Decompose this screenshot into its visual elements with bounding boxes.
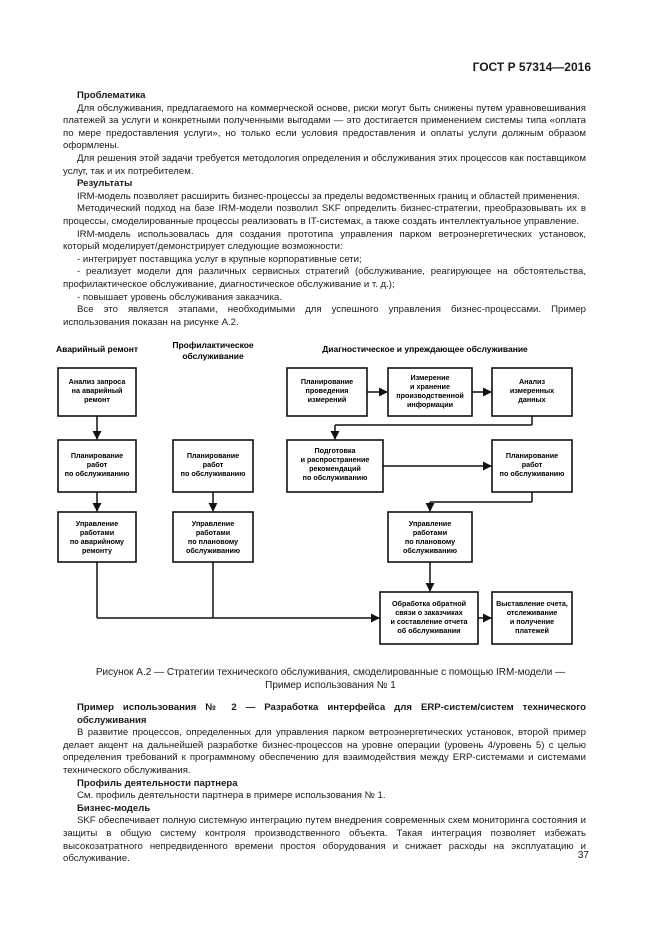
list-item: - повышает уровень обслуживания заказчика.	[77, 291, 282, 303]
box-line: Планирование	[300, 377, 354, 386]
box-line: работ	[86, 460, 108, 469]
box-line: Управление	[75, 519, 119, 528]
box-planning-preventive	[173, 440, 253, 492]
box-line: измерений	[307, 395, 347, 404]
box-feedback-report	[380, 592, 478, 644]
box-line: по плановому	[404, 537, 456, 546]
column-title-preventive: Профилактическое	[172, 340, 254, 350]
box-line: рекомендаций	[309, 464, 361, 473]
box-planning-diagnostic	[492, 440, 572, 492]
paragraph: См. профиль деятельности партнера в примере использования № 1.	[77, 790, 386, 802]
box-line: по обслуживанию	[499, 469, 565, 478]
caption-line: Рисунок А.2 — Стратегии технического обслуживания, смоделированные с помощью IRM-модели —	[95, 667, 566, 678]
box-line: информации	[406, 400, 454, 409]
caption-line: Пример использования № 1	[265, 680, 396, 691]
box-line: платежей	[515, 626, 549, 635]
paragraph: Для решения этой задачи требуется методология определения и обслуживания этих процессов как поставщиком услуг, так и их потребителем.	[63, 152, 586, 177]
box-line: связи о заказчиках	[395, 608, 463, 617]
standard-number: ГОСТ Р 57314—2016	[472, 60, 591, 74]
box-line: по плановому	[187, 537, 239, 546]
box-line: Выставление счета,	[496, 599, 568, 608]
column-title-preventive: обслуживание	[182, 351, 244, 361]
heading-results: Результаты	[77, 178, 133, 190]
box-line: об обслуживании	[397, 626, 461, 635]
paragraph: IRM-модель позволяет расширить бизнес-процессы за пределы ведомственных границ и областей применения.	[77, 190, 580, 202]
box-line: обслуживанию	[402, 546, 458, 555]
box-measurement-planning	[287, 368, 367, 416]
box-line: Подготовка	[314, 446, 356, 455]
paragraph: SKF обеспечивает полную системную интеграцию путем внедрения современных схем мониторинга состояния и защиты в общую систему контроля производственного объекта. Такая интеграция позволяет избежать высокозатратного непредвиденного времени простоя оборудования и снижает расходы на эксплуатацию и обслуживание.	[63, 815, 586, 865]
box-line: Планирование	[505, 451, 559, 460]
box-line: на аварийный	[71, 386, 123, 395]
connector-arrows	[97, 392, 532, 618]
box-line: и получение	[509, 617, 555, 626]
box-manage-preventive	[173, 512, 253, 562]
box-invoicing	[492, 592, 572, 644]
box-line: работ	[521, 460, 543, 469]
box-line: Планирование	[70, 451, 124, 460]
column-title-diagnostic: Диагностическое и упреждающее обслуживание	[322, 344, 528, 354]
box-line: и распространение	[300, 455, 370, 464]
box-line: и составление отчета	[390, 617, 468, 626]
heading-problem: Проблематика	[77, 90, 146, 101]
box-line: проведения	[305, 386, 349, 395]
box-data-analysis	[492, 368, 572, 416]
box-line: и хранение	[410, 382, 450, 391]
box-line: Планирование	[186, 451, 240, 460]
box-line: работами	[79, 528, 115, 537]
box-line: по обслуживанию	[302, 473, 368, 482]
box-line: Управление	[191, 519, 235, 528]
box-manage-diagnostic	[388, 512, 472, 562]
box-line: по обслуживанию	[64, 469, 130, 478]
box-line: измеренных	[509, 386, 555, 395]
box-measurement-storage	[388, 368, 472, 416]
figure-caption	[60, 666, 601, 692]
box-line: данных	[518, 395, 546, 404]
page-number: 37	[577, 850, 589, 861]
box-line: Обработка обратной	[391, 599, 467, 608]
box-request-analysis	[58, 368, 136, 416]
box-line: отслеживание	[506, 608, 558, 617]
paragraph: Методический подход на базе IRM-модели позволил SKF определить бизнес-стратегии, преобразовывать их в процессы, смоделированные процессы реализовать в IT-системах, а также создать интеллектуальное управление.	[63, 203, 586, 227]
box-recommendations	[287, 440, 383, 492]
box-line: по обслуживанию	[180, 469, 246, 478]
list-item: - реализует модели для различных сервисных стратегий (обслуживание, реагирующее на обстоятельства, профилактическое обслуживание, диагностическое обслуживание и т. д.);	[63, 266, 586, 290]
paragraph: Для обслуживания, предлагаемого на коммерческой основе, риски могут быть снижены путем уравновешивания платежей за услуги и конкретными полученными выгодами — это достигается применением системы типа «оплата по мере предоставления услуги», но только если условия предоставления и оплаты услуги должным образом оформлены.	[63, 102, 586, 152]
paragraph: В развитие процессов, определенных для управления парком ветроэнергетических установок, второй пример делает акцент на дальнейшей разработке бизнес-процессов на уровне операции (уровень 4/уровень 5) с целью определения требований к программному обеспечению для взаимодействия между ERP-системами и системами технического обслуживания.	[63, 727, 586, 776]
box-manage-emergency	[58, 512, 136, 562]
paragraph: Все это является этапами, необходимыми для успешного управления бизнес-процессами. Пример использования показан на рисунке А.2.	[63, 304, 586, 328]
box-line: Управление	[408, 519, 452, 528]
box-line: обслуживанию	[185, 546, 241, 555]
box-planning-emergency	[58, 440, 136, 492]
box-line: Анализ	[518, 377, 546, 386]
heading-business-model: Бизнес-модель	[77, 802, 151, 814]
box-line: по аварийному	[69, 537, 125, 546]
box-line: Измерение	[410, 373, 450, 382]
box-line: Анализ запроса	[68, 377, 126, 386]
section-text-bottom	[63, 702, 586, 866]
box-line: производственной	[396, 391, 464, 400]
heading-example2: Пример использования № 2 — Разработка интерфейса для ERP-систем/систем технического обслуживания	[77, 702, 586, 726]
column-title-emergency: Аварийный ремонт	[55, 344, 139, 354]
paragraph: IRM-модель использовалась для создания прототипа управления парком ветроэнергетических установок, который моделирует/демонстрирует следующие возможности:	[63, 228, 586, 253]
box-line: ремонту	[82, 546, 112, 555]
box-line: ремонт	[84, 395, 110, 404]
box-line: работами	[195, 528, 231, 537]
heading-partner: Профиль деятельности партнера	[77, 777, 238, 789]
box-line: работами	[412, 528, 448, 537]
list-item: - интегрирует поставщика услуг в крупные корпоративные сети;	[77, 253, 362, 265]
box-line: работ	[202, 460, 224, 469]
